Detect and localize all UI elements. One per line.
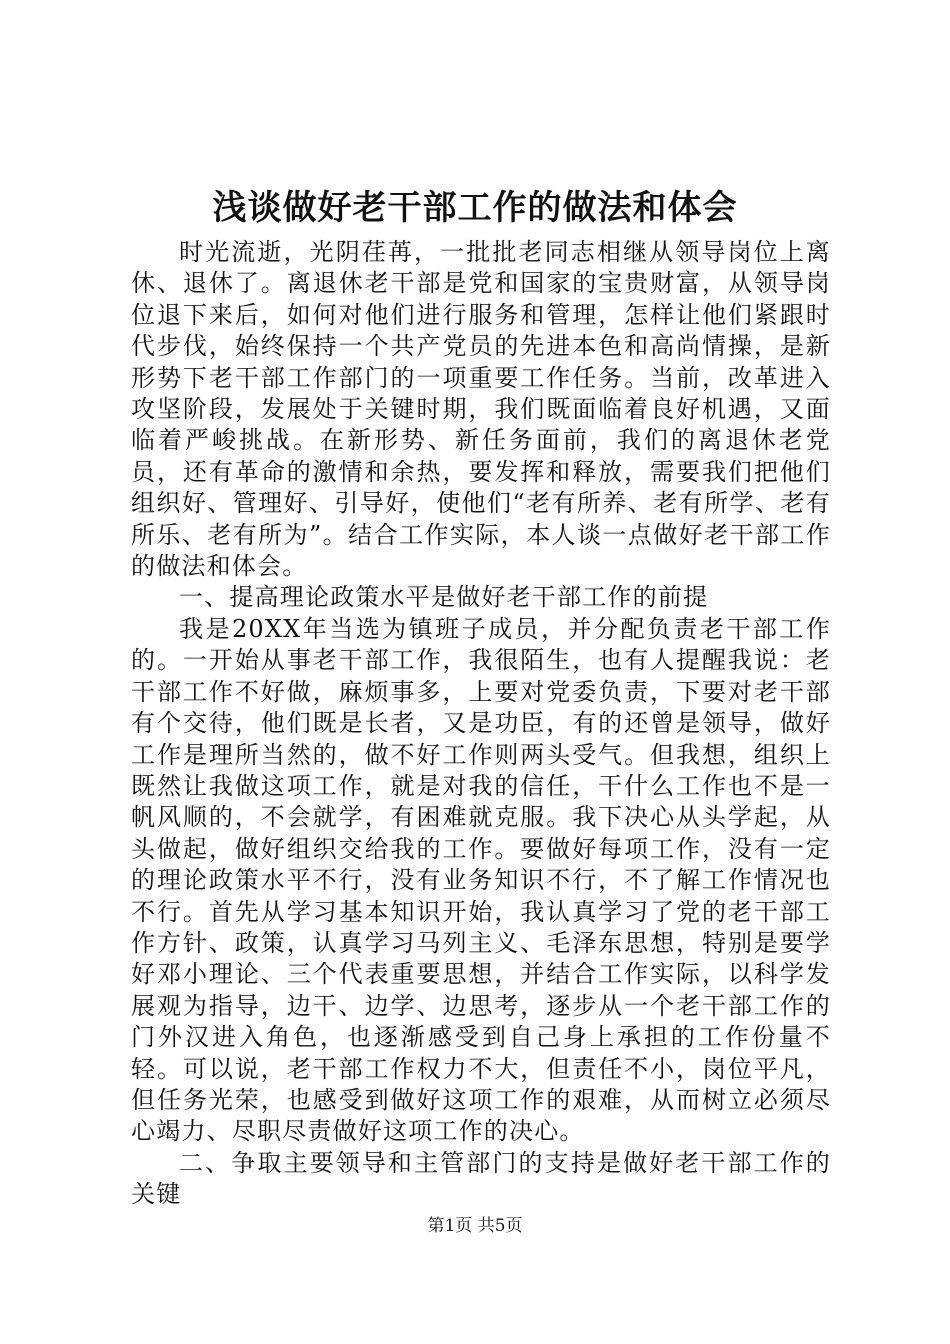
section-1-paragraph: 我是20XX年当选为镇班子成员，并分配负责老干部工作的。一开始从事老干部工作，我很陌生，也有人提醒我说：老干部工作不好做，麻烦事多，上要对党委负责，下要对老干部有个交待，他们既是长者，又是功臣，有的还曾是领导，做好工作是理所当然的，做不好工作则两头受气。但我想，组织上既然让我做这项工作，就是对我的信任，干什么工作也不是一帆风顺的，不会就学，有困难就克服。我下决心从头学起，从头做起，做好组织交给我的工作。要做好每项工作，没有一定的理论政策水平不行，没有业务知识不行，不了解工作情况也不行。首先从学习基本知识开始，我认真学习了党的老干部工作方针、政策，认真学习马列主义、毛泽东思想，特别是要学好邓小理论、三个代表重要思想，并结合工作实际，以科学发展观为指导，边干、边学、边思考，逐步从一个老干部工作的门外汉进入角色，也逐渐感受到自己身上承担的工作份量不轻。可以说，老干部工作权力不大，但责任不小，岗位平凡，但任务光荣，也感受到做好这项工作的艰难，从而树立必须尽心竭力、尽职尽责做好这项工作的决心。	[131, 614, 831, 1146]
intro-paragraph: 时光流逝，光阴荏苒，一批批老同志相继从领导岗位上离休、退休了。离退休老干部是党和国家的宝贵财富，从领导岗位退下来后，如何对他们进行服务和管理，怎样让他们紧跟时代步伐，始终保持一个共产党员的先进本色和高尚情操，是新形势下老干部工作部门的一项重要工作任务。当前，改革进入攻坚阶段，发展处于关键时期，我们既面临着良好机遇，又面临着严峻挑战。在新形势、新任务面前，我们的离退休老党员，还有革命的激情和余热，要发挥和释放，需要我们把他们组织好、管理好、引导好，使他们“老有所养、老有所学、老有所乐、老有所为”。结合工作实际，本人谈一点做好老干部工作的做法和体会。	[131, 238, 831, 581]
page-footer: 第1页 共5页	[427, 1216, 523, 1236]
section-heading-1: 一、提高理论政策水平是做好老干部工作的前提	[179, 583, 709, 612]
section-heading-2: 二、争取主要领导和主管部门的支持是做好老干部工作的关键	[131, 1148, 831, 1209]
document-body	[131, 237, 831, 1211]
document-title: 浅谈做好老干部工作的做法和体会	[212, 188, 738, 228]
